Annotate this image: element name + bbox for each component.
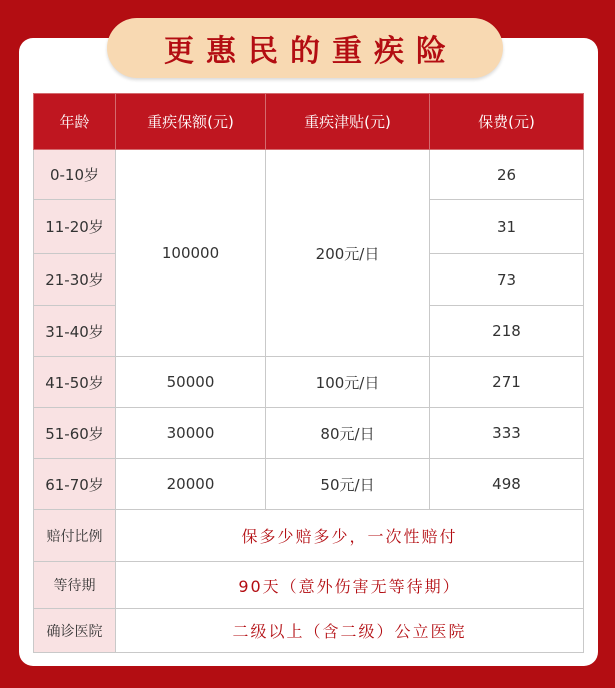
allowance-cell-merged: 200元/日	[266, 150, 430, 357]
coverage-cell: 50000	[116, 357, 266, 408]
payout-text: 保多少赔多少，一次性赔付	[116, 510, 584, 562]
age-cell: 21-30岁	[34, 254, 116, 306]
table-row	[34, 357, 584, 408]
footer-row-waiting	[34, 562, 584, 609]
coverage-cell: 20000	[116, 459, 266, 510]
premium-cell: 73	[430, 254, 584, 306]
premium-cell: 31	[430, 200, 584, 254]
allowance-cell: 50元/日	[266, 459, 430, 510]
table-row	[34, 459, 584, 510]
premium-cell: 218	[430, 306, 584, 357]
header-age: 年龄	[34, 94, 116, 150]
header-premium: 保费(元)	[430, 94, 584, 150]
premium-cell: 26	[430, 150, 584, 200]
waiting-text: 90天（意外伤害无等待期）	[116, 562, 584, 609]
coverage-cell: 30000	[116, 408, 266, 459]
waiting-label: 等待期	[34, 562, 116, 609]
premium-cell: 271	[430, 357, 584, 408]
allowance-cell: 100元/日	[266, 357, 430, 408]
hospital-text: 二级以上（含二级）公立医院	[116, 609, 584, 653]
premium-cell: 333	[430, 408, 584, 459]
age-cell: 0-10岁	[34, 150, 116, 200]
age-cell: 61-70岁	[34, 459, 116, 510]
premium-cell: 498	[430, 459, 584, 510]
age-cell: 51-60岁	[34, 408, 116, 459]
coverage-cell-merged: 100000	[116, 150, 266, 357]
header-allowance: 重疾津贴(元)	[266, 94, 430, 150]
footer-row-payout	[34, 510, 584, 562]
table-row	[34, 408, 584, 459]
age-cell: 31-40岁	[34, 306, 116, 357]
allowance-cell: 80元/日	[266, 408, 430, 459]
age-cell: 11-20岁	[34, 200, 116, 254]
age-cell: 41-50岁	[34, 357, 116, 408]
payout-label: 赔付比例	[34, 510, 116, 562]
table-row	[34, 150, 584, 200]
hospital-label: 确诊医院	[34, 609, 116, 653]
footer-row-hospital	[34, 609, 584, 653]
header-coverage: 重疾保额(元)	[116, 94, 266, 150]
page-title: 更惠民的重疾险	[107, 18, 503, 78]
table-header-row	[34, 94, 584, 150]
premium-table	[33, 93, 584, 653]
